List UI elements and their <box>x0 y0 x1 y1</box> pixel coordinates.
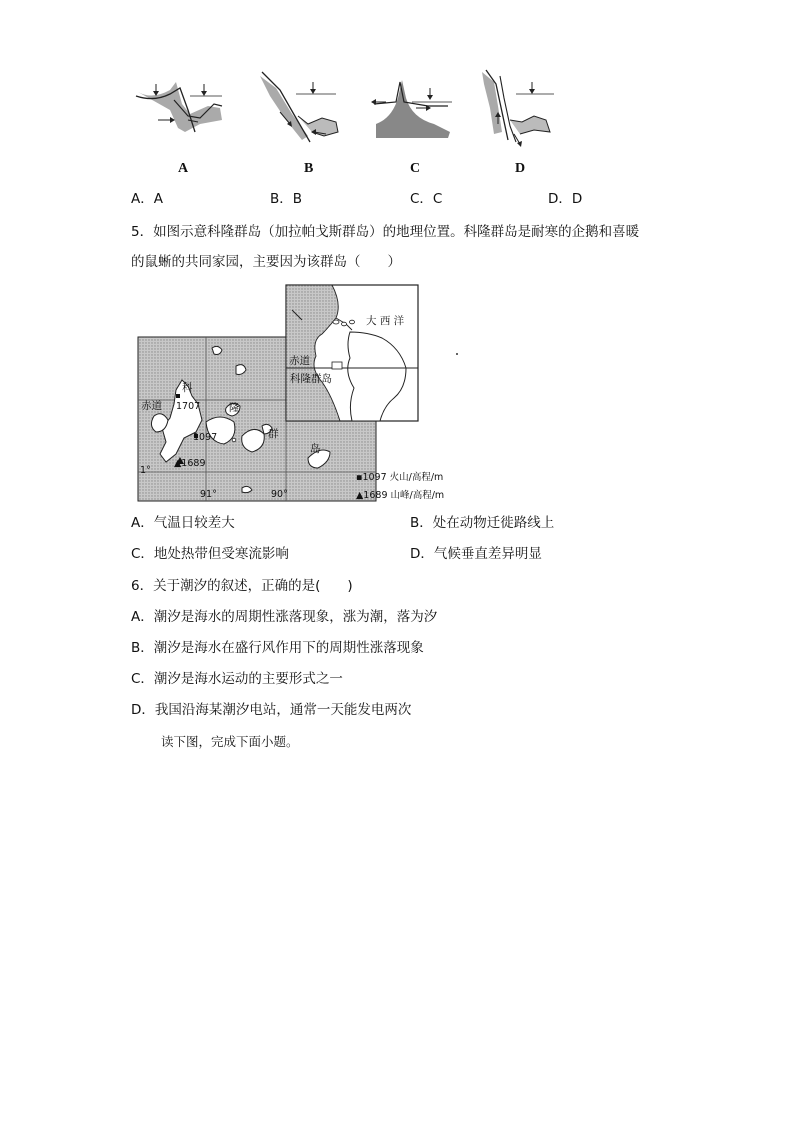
q6-option-d[interactable]: D．我国沿海某潮汐电站，通常一天能发电两次 <box>131 702 412 718</box>
main-label-long: 隆 <box>229 402 240 414</box>
q5-stem-line2: 的鼠蜥的共同家园，主要因为该群岛（ ） <box>131 254 401 270</box>
main-label-qun: 群 <box>268 428 279 440</box>
elevation-1707: 1707 <box>176 401 201 412</box>
q6-option-c[interactable]: C．潮汐是海水运动的主要形式之一 <box>131 671 343 687</box>
figure-label-c: C <box>410 161 421 176</box>
main-label-equator: 赤道 <box>141 400 162 412</box>
elevation-1097: 1097 <box>193 432 218 443</box>
plate-profile-diagrams <box>130 62 570 177</box>
profile-d <box>482 70 554 147</box>
longitude-90: 90° <box>271 489 288 500</box>
q6-option-a[interactable]: A．潮汐是海水的周期性涨落现象，涨为潮，落为汐 <box>131 609 438 625</box>
latitude-1: 1° <box>140 465 151 476</box>
figure-label-a: A <box>178 161 189 176</box>
profile-a <box>136 82 222 132</box>
q5-stem-line1: 5．如图示意科隆群岛（加拉帕戈斯群岛）的地理位置。科隆群岛是耐寒的企鹅和喜暖 <box>131 224 640 240</box>
inset-label-islands: 科隆群岛 <box>290 373 332 385</box>
figure-label-b: B <box>304 161 314 176</box>
q6-option-b[interactable]: B．潮汐是海水在盛行风作用下的周期性涨落现象 <box>131 640 424 656</box>
q4-option-a[interactable]: A．A <box>131 191 163 207</box>
q5-option-c[interactable]: C．地处热带但受寒流影响 <box>131 546 289 562</box>
inset-label-equator: 赤道 <box>289 355 310 367</box>
legend-volcano: ▪1097 火山/高程/m <box>356 472 444 483</box>
q4-option-b[interactable]: B．B <box>270 191 303 207</box>
q4-figure <box>130 62 570 177</box>
q6-stem: 6．关于潮汐的叙述，正确的是( ) <box>131 578 353 594</box>
q4-option-c[interactable]: C．C <box>410 191 443 207</box>
longitude-91: 91° <box>200 489 217 500</box>
elevation-1689: ▲1689 <box>174 458 206 469</box>
figure-label-d: D <box>515 161 526 176</box>
q5-option-d[interactable]: D．气候垂直差异明显 <box>410 546 542 562</box>
q5-option-b[interactable]: B．处在动物迁徙路线上 <box>410 515 555 531</box>
profile-c <box>371 80 452 138</box>
q5-option-a[interactable]: A．气温日较差大 <box>131 515 235 531</box>
reading-instruction: 读下图，完成下面小题。 <box>161 734 299 749</box>
profile-b <box>260 72 338 142</box>
main-label-ke: 科 <box>182 382 193 394</box>
main-label-dao: 岛 <box>310 443 321 455</box>
legend-peak: ▲1689 山峰/高程/m <box>356 490 445 501</box>
q4-option-d[interactable]: D．D <box>548 191 583 207</box>
inset-label-atlantic: 大 西 洋 <box>366 315 405 327</box>
